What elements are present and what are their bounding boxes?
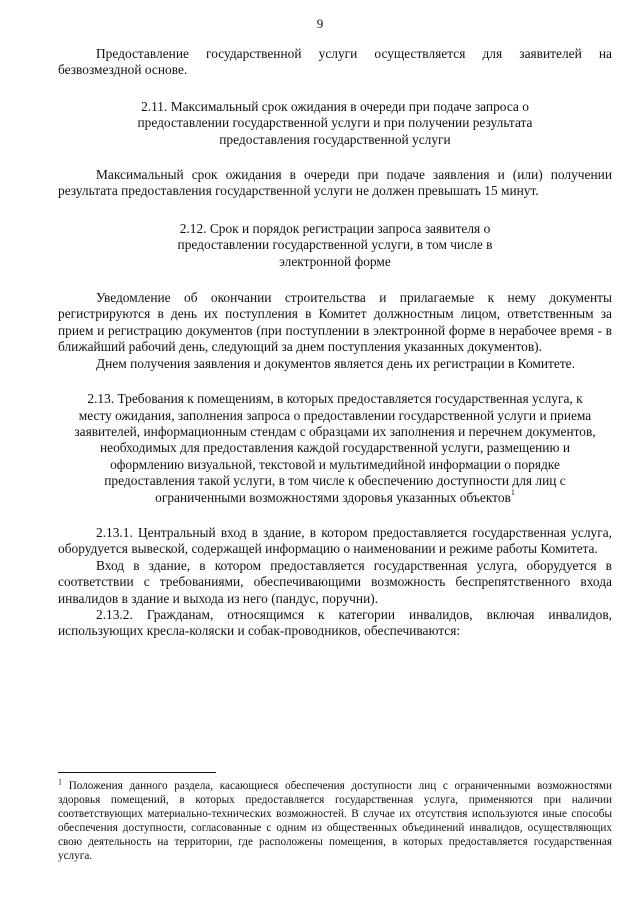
footnote-text: Положения данного раздела, касающиеся обеспечения доступности лиц с ограниченными возможностями здоровья помещений, в которых предоставляется государственная услуга, применяются при наличии соответствующих материально-технических возможностей. В случае их отсутствия используются иные способы обеспечения доступности, согласованные с одним из общественных объединений инвалидов, осуществляющих свою деятельность на территории, где расположены помещения, в которых предоставляется государственная услуга. (58, 780, 613, 863)
footnote-mark: 1 (58, 777, 62, 787)
paragraph-2-13-2: 2.13.2. Гражданам, относящимся к категории инвалидов, включая инвалидов, использующих кресла-коляски и собак-проводников, обеспечиваются: (58, 606, 612, 639)
section-heading-2-13-text: 2.13. Требования к помещениям, в которых предоставляется государственная услуга, к месту ожидания, заполнения запроса о предоставлении государственной услуги и приема заявителей, информационным стендам с образцами их заполнения и перечнем документов, необходимых для предоставления каждой государственной услуги, размещению и оформлению визуальной, текстовой и мультимедийной информации о порядке предоставления такой услуги, в том числе к обеспечению доступности для лиц с ограниченными возможностями здоровья указанных объектов (74, 391, 596, 505)
footnote (58, 779, 612, 864)
paragraph-free-of-charge: Предоставление государственной услуги осуществляется для заявителей на безвозмездной основе. (58, 46, 612, 78)
footnote-divider (58, 772, 216, 773)
footnote-reference: 1 (510, 488, 515, 498)
document-body (58, 46, 612, 640)
paragraph-registration: Уведомление об окончании строительства и прилагаемые к нему документы регистрируются в день их поступления в Комитет должностным лицом, ответственным за прием и регистрацию документов (при поступлении в электронной форме в нерабочее время - в ближайший рабочий день, следующий за днем поступления указанных документов). (58, 290, 612, 355)
section-heading-2-13 (70, 391, 600, 506)
paragraph-2-13-1: 2.13.1. Центральный вход в здание, в котором предоставляется государственная услуга, оборудуется вывеской, содержащей информацию о наименовании и режиме работы Комитета. (58, 524, 612, 557)
page-number: 9 (316, 16, 324, 31)
paragraph-receipt-day: Днем получения заявления и документов является день их регистрации в Комитете. (96, 355, 575, 371)
section-heading-2-11: 2.11. Максимальный срок ожидания в очереди при подаче запроса о предоставлении государственной услуги и при получении результата предоставления государственной услуги (137, 98, 533, 147)
paragraph-max-wait-time: Максимальный срок ожидания в очереди при подаче заявления и (или) получении результата предоставления государственной услуги не должен превышать 15 минут. (58, 167, 612, 199)
section-heading-2-12: 2.12. Срок и порядок регистрации запроса заявителя о предоставлении государственной услуги, в том числе в электронной форме (177, 220, 493, 269)
paragraph-building-entrance: Вход в здание, в котором предоставляется государственная услуга, оборудуется в соответствии с требованиями, обеспечивающими возможность беспрепятственного входа инвалидов в здание и выхода из него (пандус, поручни). (58, 557, 612, 606)
